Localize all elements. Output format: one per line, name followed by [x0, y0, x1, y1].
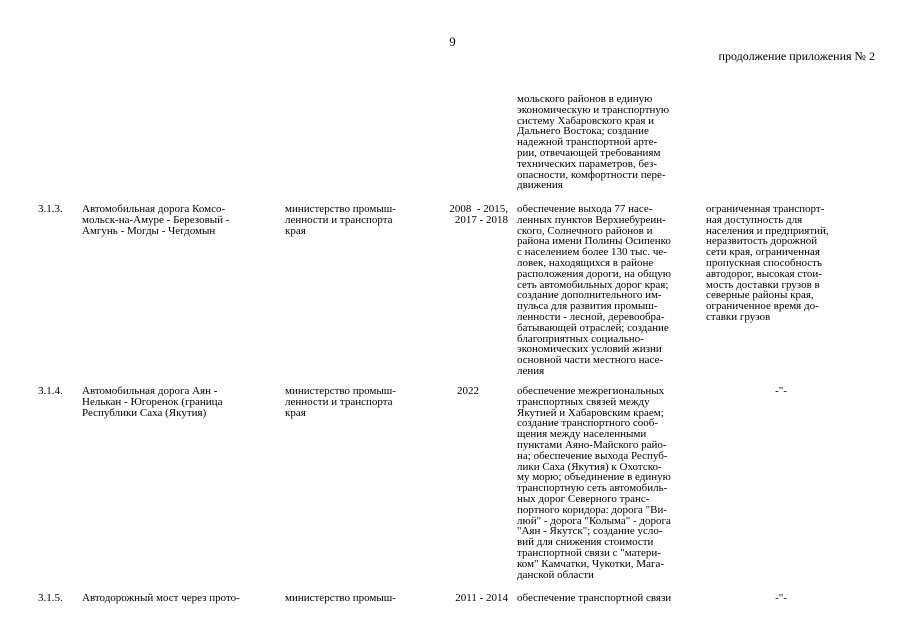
result-text: ограниченная транспорт- ная доступность для населения и предприятий, неразвитость дорожной сети края, ограниченная пропускная способность автодорог, высокая стои- мость доставки грузов в северные районы края, ограниченное время до- ставки грузов [706, 203, 829, 323]
responsible-body: министерство промыш- ленности и транспорта края [285, 203, 396, 237]
goal-text: обеспечение транспортной связи [517, 592, 672, 604]
object-name: Автомобильная дорога Аян - Нелькан - Югоренок (граница Республики Саха (Якутия) [82, 385, 223, 419]
period: 2022 [457, 385, 479, 397]
goal-text: обеспечение межрегиональных транспортных связей между Якутией и Хабаровским краем; создание транспортного сооб- щения между населенными пунктами Аяно-Майского райо- на; обеспечение выхода Респуб- лики Саха (Якутия) к Охотско- му морю; объединение в единую транспортную сеть автомобиль- ных дорог Северного транс- портного коридора: дорога "Ви- люй" - дорога "Колыма" - дорога "Аян - Якутск"; создание усло- вий для снижения стоимости транспортной связи с "матери- ком" Камчатки, Чукотки, Мага- данской области [517, 385, 671, 581]
object-name: Автодорожный мост через прото- [82, 592, 240, 604]
period: 2008 - 2015, 2017 - 2018 [449, 203, 508, 226]
goal-text: обеспечение выхода 77 насе- ленных пунктов Верхнебуреин- ского, Солнечного районов и района имени Полины Осипенко с населением более 130 тыс. че- ловек, находящихся в районе расположения дороги, на общую сеть автомобильных дорог края; создание дополнительного им- пульса для развития промыш- ленности - лесной, деревообра- батывающей отраслей; создание благоприятных социально- экономических условий жизни основной части местного насе- ления [517, 203, 671, 377]
row-number: 3.1.4. [38, 385, 63, 397]
responsible-body: министерство промыш- ленности и транспорта края [285, 385, 396, 419]
appendix-continuation-note: продолжение приложения № 2 [718, 49, 875, 63]
row-number: 3.1.3. [38, 203, 63, 215]
continued-goal-text: мольского районов в единую экономическую и транспортную систему Хабаровского края и Дальнего Востока; создание надежной транспортной арте- рии, отвечающей требованиям технических параметров, без- опасности, комфортности пере- движения [517, 93, 670, 192]
result-text: -"- [775, 385, 787, 397]
period: 2011 - 2014 [455, 592, 508, 604]
responsible-body: министерство промыш- [285, 592, 396, 604]
page-number: 9 [449, 34, 456, 49]
row-number: 3.1.5. [38, 592, 63, 604]
result-text: -"- [775, 592, 787, 604]
object-name: Автомобильная дорога Комсо- мольск-на-Амуре - Березовый - Амгунь - Могды - Чегдомын [82, 203, 230, 237]
